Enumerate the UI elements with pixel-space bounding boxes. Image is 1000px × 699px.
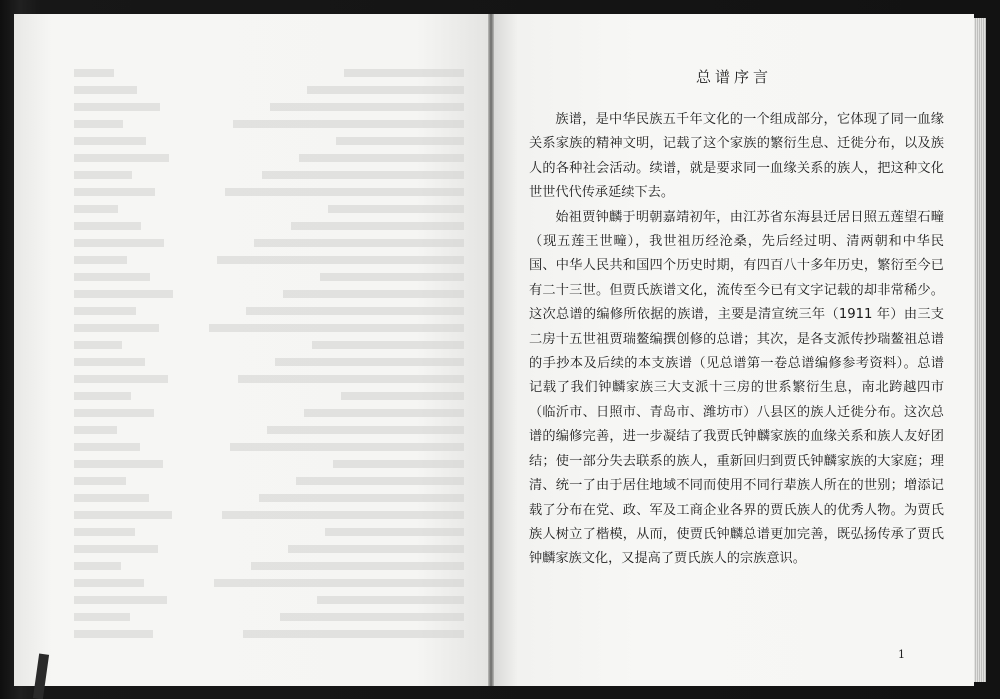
paragraph-2: 始祖贾钟麟于明朝嘉靖初年，由江苏省东海县迁居日照五莲望石疃（现五莲王世疃），我世祖历经沧桑，先后经过明、清两朝和中华民国、中华人民共和国四个历史时期，有四百八十多年历史，繁衍至今已有二十三世。但贾氏族谱文化，流传至今已有文字记载的却非常稀少。这次总谱的编修所依据的族谱，主要是清宣统三年（1911 年）由三支二房十五世祖贾瑞鳌编撰创修的总谱；其次，是各支派传抄瑞鳌祖总谱的手抄本及后续的本支族谱（见总谱第一卷总谱编修参考资料）。总谱记载了我们钟麟家族三大支派十三房的世系繁衍生息，南北跨越四市（临沂市、日照市、青岛市、潍坊市）八县区的族人迁徙分布。这次总谱的编修完善，进一步凝结了我贾氏钟麟家族的血缘关系和族人友好团结；使一部分失去联系的族人，重新回归到贾氏钟麟家族的大家庭；理清、统一了由于居住地域不同而使用不同行辈族人所在的世别；增添记载了分布在党、政、军及工商企业各界的贾氏族人的优秀人物。为贾氏族人树立了楷模，从而，使贾氏钟麟总谱更加完善，既弘扬传承了贾氏钟麟家族文化，又提高了贾氏族人的宗族意识。 (529, 209, 944, 567)
preface-body (529, 108, 944, 572)
left-page (14, 14, 488, 686)
paragraph-1: 族谱，是中华民族五千年文化的一个组成部分，它体现了同一血缘关系家族的精神文明，记载了这个家族的繁衍生息、迁徙分布，以及族人的各种社会活动。续谱，就是要求同一血缘关系的族人，把这种文化世世代代传承延续下去。 (529, 112, 944, 201)
page-stack-edge (974, 18, 986, 682)
page-number: 1 (898, 648, 905, 661)
right-page (494, 14, 974, 686)
open-book (14, 14, 986, 686)
show-through-text (44, 64, 464, 642)
page-title: 总谱序言 (695, 68, 772, 86)
